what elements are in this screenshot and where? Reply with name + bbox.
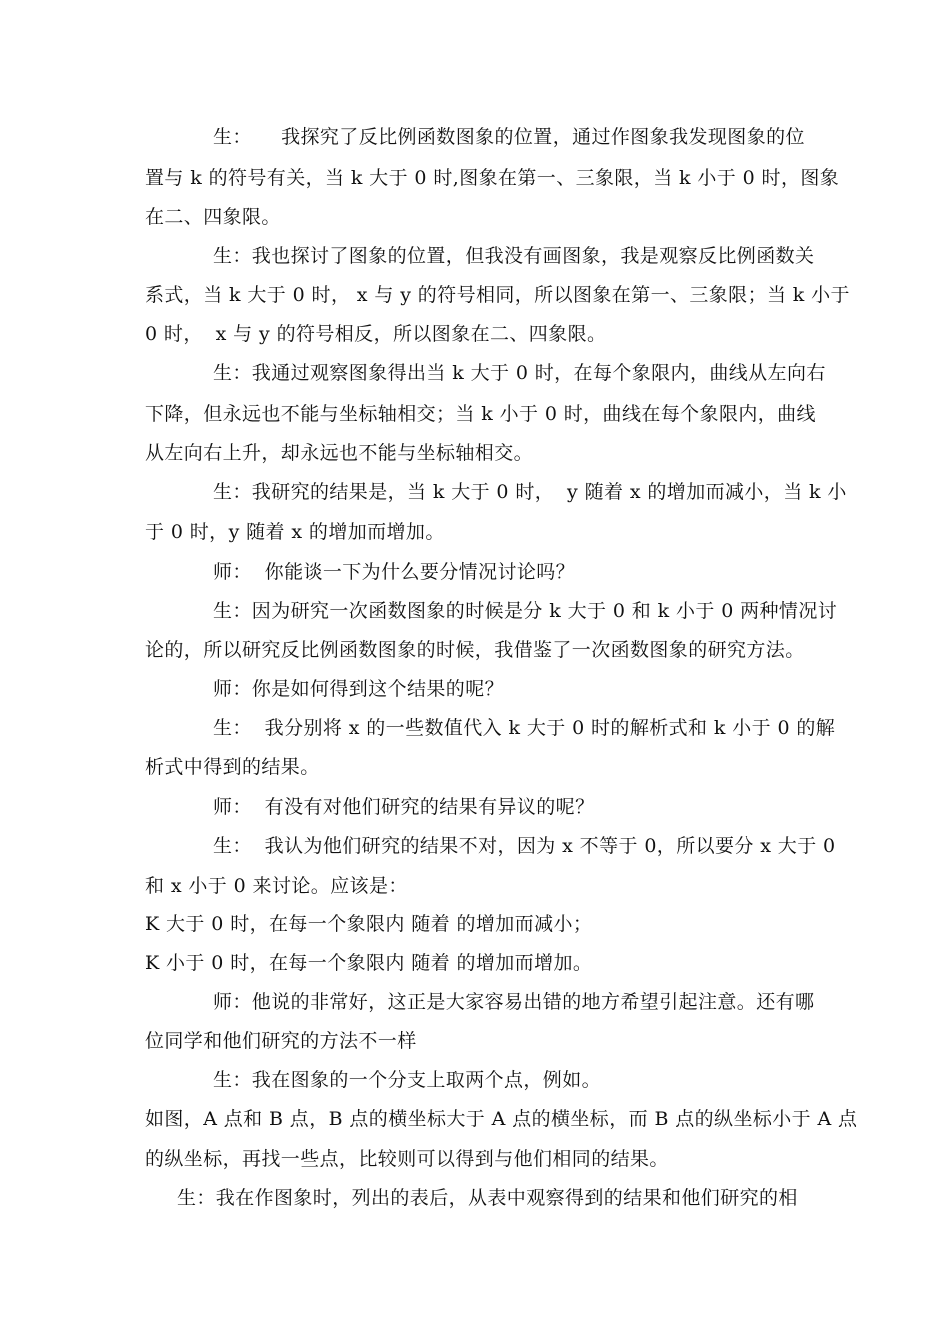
text-line-6: 0 时， x 与 y 的符号相反，所以图象在二、四象限。: [145, 323, 607, 345]
text-line-22: K 小于 0 时，在每一个象限内 随着 的增加而增加。: [145, 952, 593, 974]
text-line-17: 析式中得到的结果。: [145, 756, 320, 778]
text-line-21: K 大于 0 时，在每一个象限内 随着 的增加而减小；: [145, 913, 593, 935]
text-line-10: 生：我研究的结果是，当 k 大于 0 时， y 随着 x 的增加而减小，当 k 小: [213, 481, 847, 503]
text-line-19: 生： 我认为他们研究的结果不对，因为 x 不等于 0，所以要分 x 大于 0: [213, 835, 836, 857]
text-line-16: 生： 我分别将 x 的一些数值代入 k 大于 0 时的解析式和 k 小于 0 的解: [213, 717, 836, 739]
text-line-27: 的纵坐标，再找一些点，比较则可以得到与他们相同的结果。: [145, 1148, 669, 1170]
text-line-4: 生：我也探讨了图象的位置，但我没有画图象，我是观察反比例函数关: [213, 245, 815, 267]
text-line-7: 生：我通过观察图象得出当 k 大于 0 时，在每个象限内，曲线从左向右: [213, 362, 826, 384]
text-line-26: 如图，A 点和 B 点，B 点的横坐标大于 A 点的横坐标，而 B 点的纵坐标小于 A 点: [145, 1108, 858, 1130]
text-line-18: 师： 有没有对他们研究的结果有异议的呢？: [213, 796, 595, 818]
text-line-1: 生： 我探究了反比例函数图象的位置，通过作图象我发现图象的位: [213, 126, 805, 148]
text-line-15: 师：你是如何得到这个结果的呢？: [213, 678, 505, 700]
text-line-20: 和 x 小于 0 来讨论。应该是：: [145, 875, 408, 897]
text-line-11: 于 0 时，y 随着 x 的增加而增加。: [145, 521, 445, 543]
text-line-24: 位同学和他们研究的方法不一样: [145, 1030, 417, 1052]
text-line-13: 生：因为研究一次函数图象的时候是分 k 大于 0 和 k 小于 0 两种情况讨: [213, 600, 838, 622]
text-line-25: 生：我在图象的一个分支上取两个点，例如。: [213, 1069, 602, 1091]
text-line-28: 生：我在作图象时，列出的表后，从表中观察得到的结果和他们研究的相: [177, 1187, 798, 1209]
text-line-2: 置与 k 的符号有关，当 k 大于 0 时,图象在第一、三象限，当 k 小于 0 时，图象: [145, 167, 840, 189]
text-line-8: 下降，但永远也不能与坐标轴相交；当 k 小于 0 时，曲线在每个象限内，曲线: [145, 403, 816, 425]
text-line-23: 师：他说的非常好，这正是大家容易出错的地方希望引起注意。还有哪: [213, 991, 815, 1013]
text-line-5: 系式，当 k 大于 0 时， x 与 y 的符号相同，所以图象在第一、三象限；当 k 小于: [145, 284, 850, 306]
text-line-9: 从左向右上升，却永远也不能与坐标轴相交。: [145, 442, 534, 464]
text-line-3: 在二、四象限。: [145, 206, 281, 228]
text-line-12: 师： 你能谈一下为什么要分情况讨论吗？: [213, 561, 576, 583]
text-line-14: 论的，所以研究反比例函数图象的时候，我借鉴了一次函数图象的研究方法。: [145, 639, 805, 661]
